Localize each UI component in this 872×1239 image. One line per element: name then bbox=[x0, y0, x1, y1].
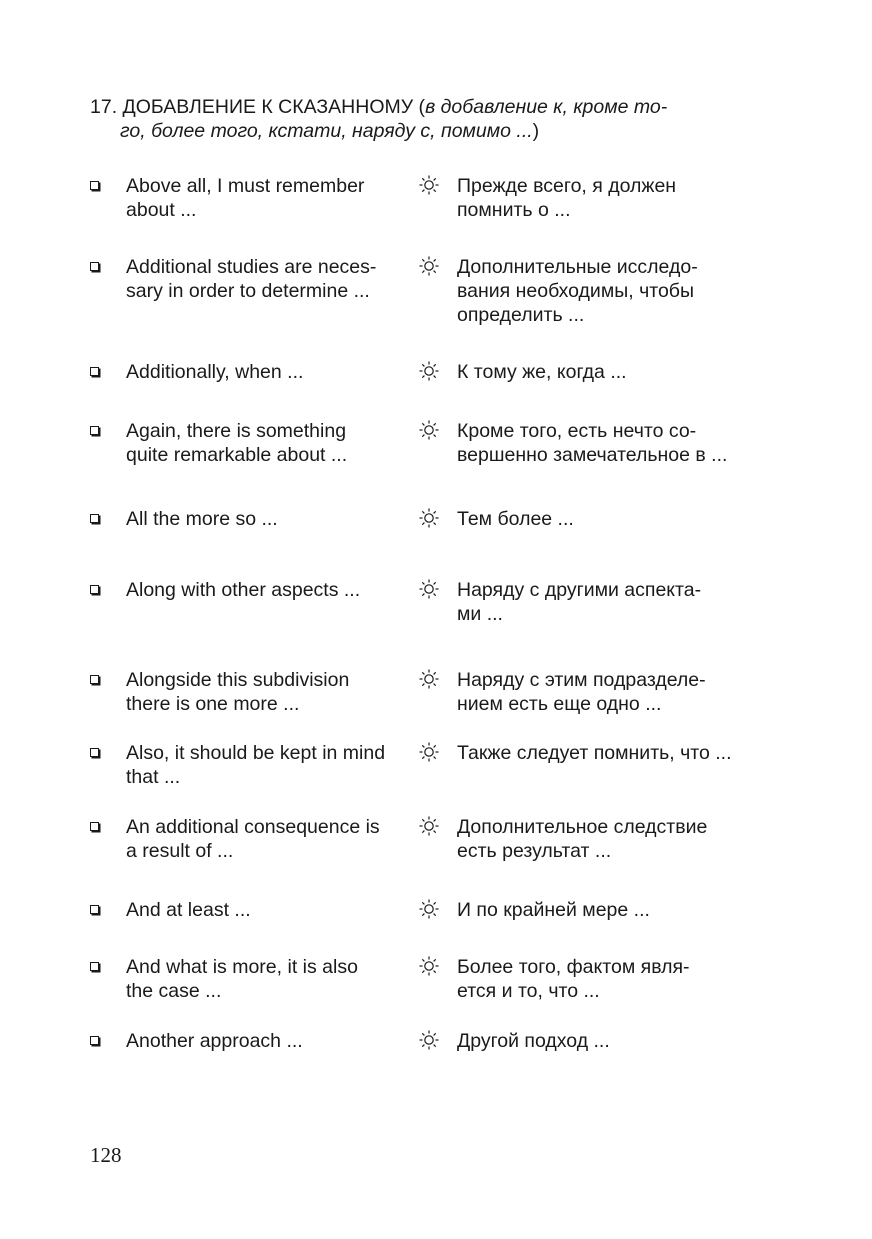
checkbox-icon bbox=[90, 514, 99, 523]
sun-icon bbox=[418, 507, 440, 529]
english-phrase: And at least ... bbox=[126, 899, 251, 921]
russian-translation: Прежде всего, я должен помнить о ... bbox=[457, 175, 677, 221]
checkbox-icon bbox=[90, 585, 99, 594]
english-phrase: All the more so ... bbox=[126, 508, 278, 530]
sun-icon bbox=[418, 955, 440, 977]
checkbox-icon bbox=[90, 748, 99, 757]
russian-translation: Наряду с этим подразделе- нием есть еще одно ... bbox=[457, 669, 706, 715]
heading-italic-line2: го, более того, кстати, наряду с, помимо ... bbox=[120, 120, 533, 142]
english-phrase: Additional studies are neces- sary in order to determine ... bbox=[126, 256, 377, 302]
checkbox-icon bbox=[90, 262, 99, 271]
russian-translation: Кроме того, есть нечто со- вершенно замечательное в ... bbox=[457, 420, 728, 466]
sun-icon bbox=[418, 419, 440, 441]
section-heading bbox=[90, 95, 740, 143]
sun-icon bbox=[418, 741, 440, 763]
english-phrase: Also, it should be kept in mind that ... bbox=[126, 742, 386, 788]
sun-icon bbox=[418, 815, 440, 837]
russian-translation: Также следует помнить, что ... bbox=[457, 742, 732, 764]
heading-italic-line1: в добавление к, кроме то- bbox=[425, 96, 668, 118]
heading-close-paren: ) bbox=[532, 120, 540, 142]
checkbox-icon bbox=[90, 822, 99, 831]
checkbox-icon bbox=[90, 1036, 99, 1045]
checkbox-icon bbox=[90, 181, 99, 190]
english-phrase: Alongside this subdivision there is one more ... bbox=[126, 669, 350, 715]
checkbox-icon bbox=[90, 367, 99, 376]
russian-translation: Дополнительные исследо- вания необходимы, чтобы определить ... bbox=[457, 256, 698, 326]
english-phrase: Another approach ... bbox=[126, 1030, 303, 1052]
russian-translation: Наряду с другими аспекта- ми ... bbox=[457, 579, 702, 625]
english-phrase: An additional consequence is a result of ... bbox=[126, 816, 380, 862]
checkbox-icon bbox=[90, 426, 99, 435]
russian-translation: И по крайней мере ... bbox=[457, 899, 650, 921]
checkbox-icon bbox=[90, 905, 99, 914]
english-phrase: Again, there is something quite remarkable about ... bbox=[126, 420, 348, 466]
english-phrase: And what is more, it is also the case ... bbox=[126, 956, 358, 1002]
russian-translation: Тем более ... bbox=[457, 508, 574, 530]
heading-title: 17. ДОБАВЛЕНИЕ К СКАЗАННОМУ ( bbox=[90, 96, 426, 118]
sun-icon bbox=[418, 898, 440, 920]
sun-icon bbox=[418, 1029, 440, 1051]
page-number: 128 bbox=[90, 1143, 122, 1167]
russian-translation: Дополнительное следствие есть результат ... bbox=[457, 816, 708, 862]
sun-icon bbox=[418, 255, 440, 277]
sun-icon bbox=[418, 578, 440, 600]
english-phrase: Above all, I must remember about ... bbox=[126, 175, 365, 221]
sun-icon bbox=[418, 668, 440, 690]
sun-icon bbox=[418, 174, 440, 196]
checkbox-icon bbox=[90, 675, 99, 684]
russian-translation: К тому же, когда ... bbox=[457, 361, 627, 383]
russian-translation: Более того, фактом явля- ется и то, что ... bbox=[457, 956, 690, 1002]
russian-translation: Другой подход ... bbox=[457, 1030, 610, 1052]
checkbox-icon bbox=[90, 962, 99, 971]
english-phrase: Along with other aspects ... bbox=[126, 579, 361, 601]
sun-icon bbox=[418, 360, 440, 382]
english-phrase: Additionally, when ... bbox=[126, 361, 304, 383]
